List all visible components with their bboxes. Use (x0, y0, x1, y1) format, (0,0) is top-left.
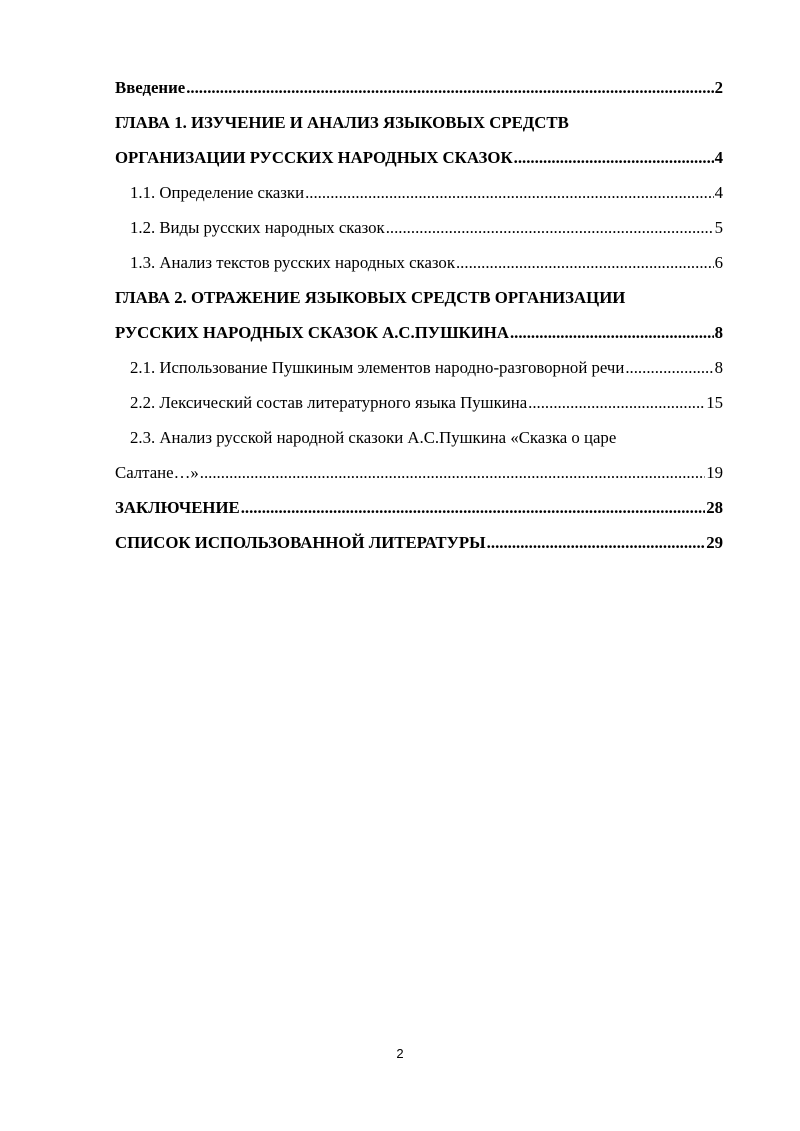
dot-leader (456, 245, 714, 280)
toc-page-number: 28 (706, 498, 723, 517)
dot-leader (487, 525, 706, 560)
toc-page-number: 15 (706, 393, 723, 412)
toc-page-number: 2 (714, 78, 723, 97)
toc-entry-label: ГЛАВА 1. ИЗУЧЕНИЕ И АНАЛИЗ ЯЗЫКОВЫХ СРЕДСТВ (115, 113, 569, 132)
page-number: 2 (396, 1046, 404, 1061)
dot-leader (625, 350, 713, 385)
toc-entry-label: 2.1. Использование Пушкиным элементов народно-разговорной речи (130, 358, 625, 377)
toc-entry-label: 2.2. Лексический состав литературного языка Пушкина (130, 393, 528, 412)
toc-page-number: 4 (714, 183, 723, 202)
toc-entry-section-1-3[interactable] (115, 245, 723, 280)
toc-entry-section-2-3[interactable] (115, 420, 723, 490)
toc-entry-label: 1.2. Виды русских народных сказок (130, 218, 385, 237)
toc-page-number: 6 (714, 253, 723, 272)
dot-leader (528, 385, 705, 420)
toc-entry-label: ГЛАВА 2. ОТРАЖЕНИЕ ЯЗЫКОВЫХ СРЕДСТВ ОРГАНИЗАЦИИ (115, 288, 626, 307)
toc-page-number: 8 (714, 358, 723, 377)
toc-page-number: 29 (706, 533, 723, 552)
toc-entry-chapter-1[interactable] (115, 105, 723, 175)
dot-leader (514, 140, 714, 175)
table-of-contents (115, 70, 723, 560)
toc-entry-intro[interactable] (115, 70, 723, 105)
toc-entry-literature[interactable] (115, 525, 723, 560)
toc-page-number: 8 (714, 323, 723, 342)
dot-leader (305, 175, 714, 210)
toc-entry-label: Введение (115, 78, 186, 97)
toc-entry-conclusion[interactable] (115, 490, 723, 525)
toc-page-number: 19 (706, 463, 723, 482)
toc-entry-chapter-2[interactable] (115, 280, 723, 350)
toc-entry-label: 2.3. Анализ русской народной сказоки А.С.Пушкина «Сказка о царе (130, 428, 617, 447)
dot-leader (386, 210, 714, 245)
toc-entry-label: 1.3. Анализ текстов русских народных сказок (130, 253, 455, 272)
dot-leader (186, 70, 713, 105)
toc-entry-label: ЗАКЛЮЧЕНИЕ (115, 498, 240, 517)
toc-entry-section-1-1[interactable] (115, 175, 723, 210)
dot-leader (241, 490, 706, 525)
dot-leader (510, 315, 714, 350)
toc-page-number: 5 (714, 218, 723, 237)
toc-entry-section-2-2[interactable] (115, 385, 723, 420)
toc-entry-label: 1.1. Определение сказки (130, 183, 305, 202)
toc-entry-section-2-1[interactable] (115, 350, 723, 385)
toc-entry-label-continued: РУССКИХ НАРОДНЫХ СКАЗОК А.С.ПУШКИНА (115, 323, 509, 342)
toc-entry-section-1-2[interactable] (115, 210, 723, 245)
toc-page-number: 4 (714, 148, 723, 167)
toc-entry-label: СПИСОК ИСПОЛЬЗОВАННОЙ ЛИТЕРАТУРЫ (115, 533, 486, 552)
dot-leader (200, 455, 705, 490)
toc-entry-label-continued: Салтане…» (115, 463, 199, 482)
toc-entry-label-continued: ОРГАНИЗАЦИИ РУССКИХ НАРОДНЫХ СКАЗОК (115, 148, 513, 167)
